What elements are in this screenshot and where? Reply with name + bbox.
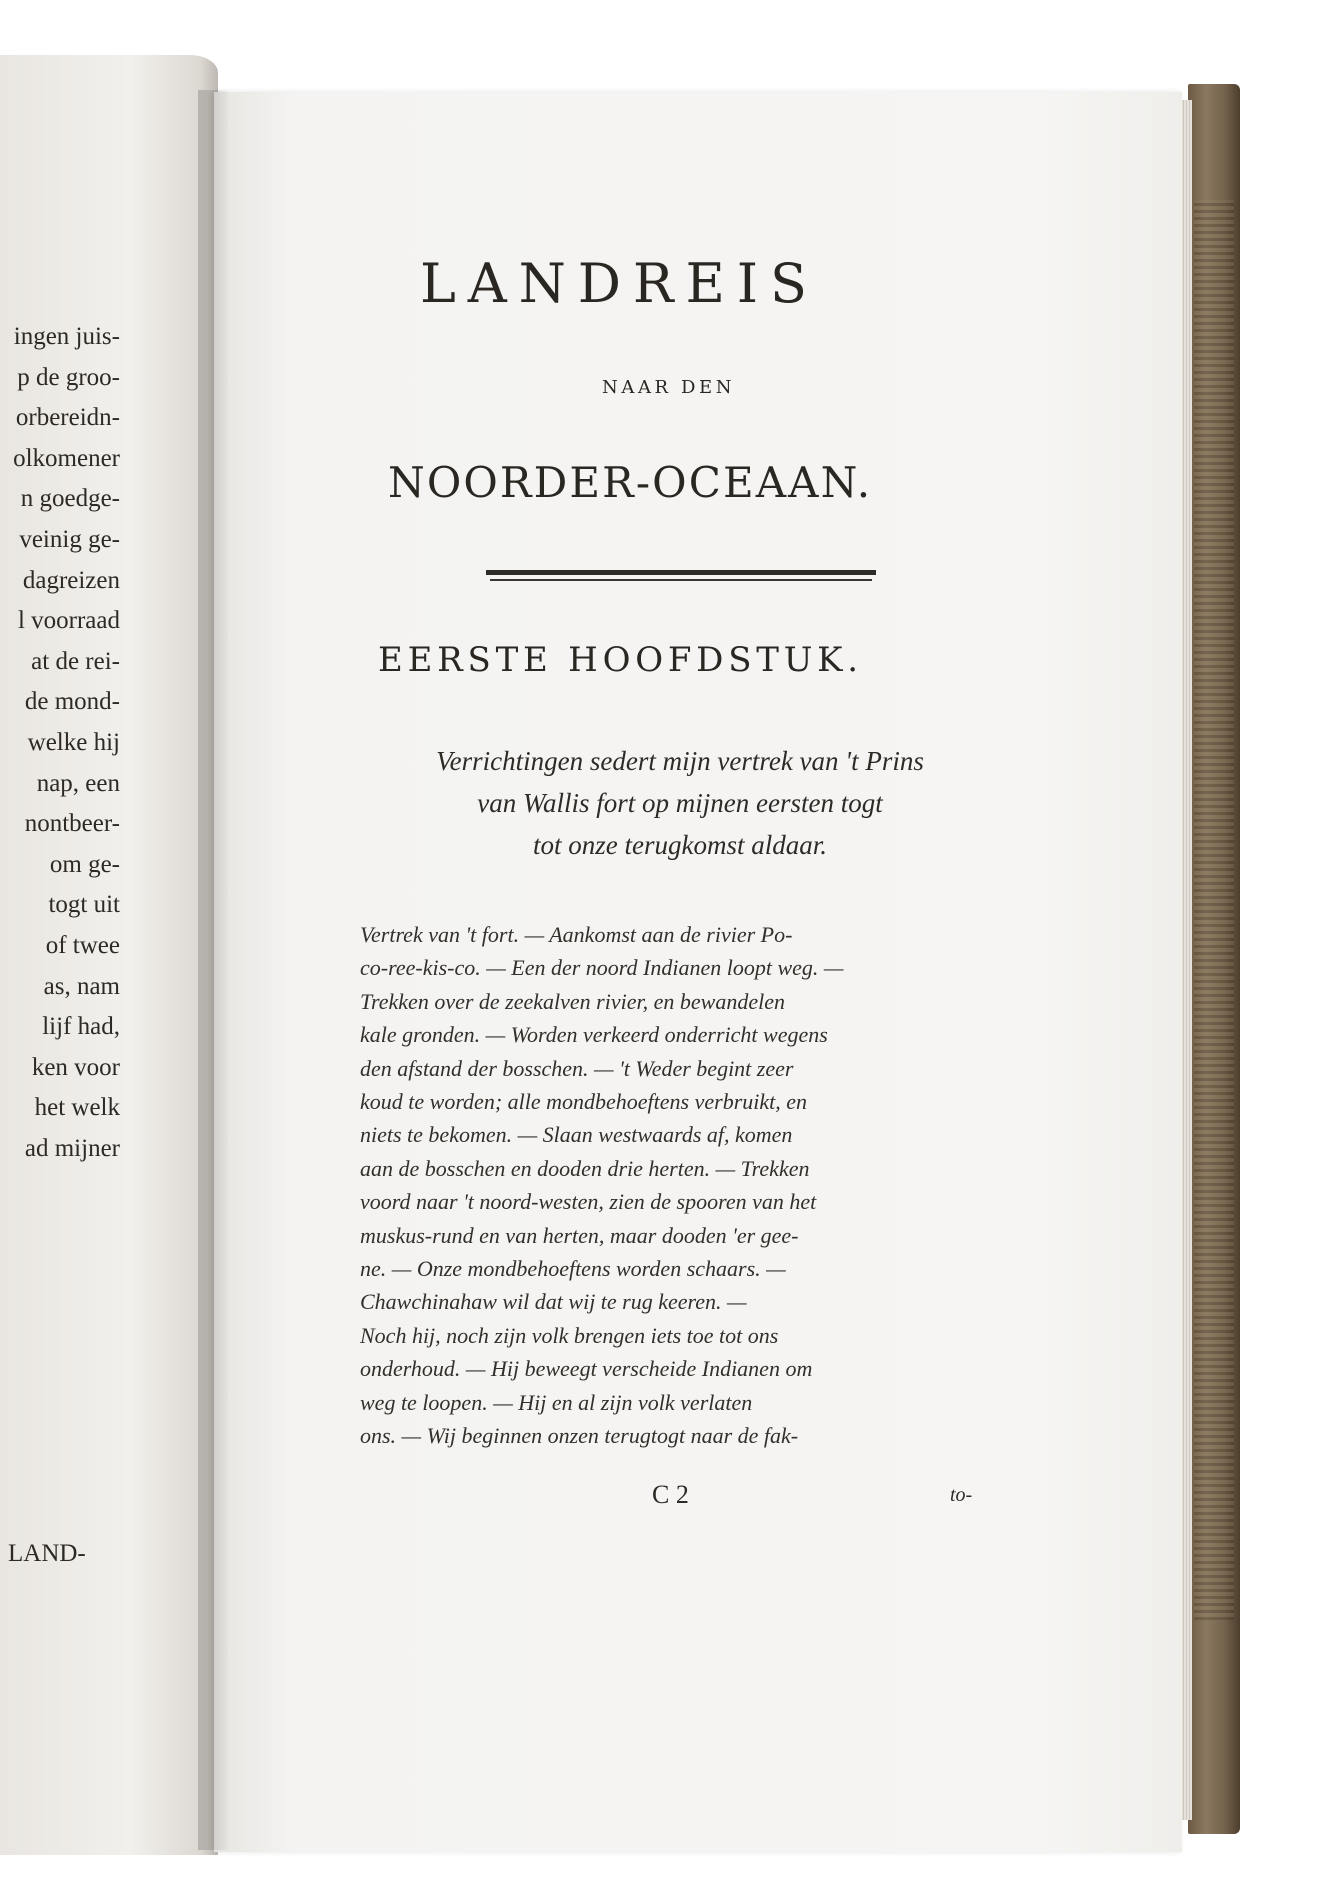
summary-line: Trekken over de zeekalven rivier, en bewandelen — [360, 988, 785, 1014]
left-line: dagreizen — [22, 566, 120, 594]
left-line: veinig ge- — [19, 525, 120, 553]
right-catchword: to- — [950, 1484, 973, 1506]
cover-texture — [1194, 200, 1234, 1620]
left-page-text — [0, 317, 120, 1169]
left-line: nap, een — [36, 769, 120, 797]
left-line: om ge- — [49, 850, 120, 878]
gutter-shadow — [198, 90, 228, 1850]
rule-thin — [490, 579, 872, 581]
summary-line: ons. — Wij beginnen onzen terugtogt naar de fak- — [360, 1423, 799, 1449]
left-line: ingen juis- — [13, 323, 120, 350]
left-line: de mond- — [24, 688, 120, 716]
summary-line: ne. — Onze mondbehoeftens worden schaars. — — [360, 1256, 786, 1282]
left-line: n goedge- — [20, 485, 120, 513]
summary-line: onderhoud. — Hij beweegt verscheide Indianen om — [360, 1356, 813, 1382]
summary-line: kale gronden. — Worden verkeerd onderricht wegens — [360, 1022, 828, 1048]
subtitle-large: NOORDER-OCEAAN. — [388, 458, 873, 507]
intro-line: tot onze terugkomst aldaar. — [533, 830, 827, 860]
left-line: p de groo- — [17, 363, 120, 391]
summary-line: co-ree-kis-co. — Een der noord Indianen loopt weg. — — [360, 955, 844, 981]
double-rule — [486, 570, 876, 584]
book-title: LANDREIS — [420, 252, 819, 315]
summary-line: Chawchinahaw wil dat wij te rug keeren. — — [360, 1289, 747, 1315]
chapter-heading: EERSTE HOOFDSTUK. — [378, 640, 863, 680]
rule-thick — [486, 570, 876, 575]
intro-line: Verrichtingen sedert mijn vertrek van 't Prins — [436, 746, 924, 776]
left-line: l voorraad — [17, 607, 120, 635]
summary-line: den afstand der bosschen. — 't Weder begint zeer — [360, 1055, 794, 1081]
left-line: orbereidn- — [15, 404, 120, 432]
summary-line: voord naar 't noord-westen, zien de spooren van het — [360, 1189, 817, 1215]
chapter-summary — [360, 918, 1000, 1453]
summary-line: niets te bekomen. — Slaan westwaards af, komen — [360, 1122, 793, 1148]
summary-line: muskus-rund en van herten, maar dooden 'er gee- — [360, 1222, 799, 1248]
left-line: ken voor — [31, 1053, 120, 1081]
left-line: lijf had, — [42, 1013, 120, 1041]
summary-line: koud te worden; alle mondbehoeftens verbruikt, en — [360, 1089, 808, 1115]
left-line: olkomener — [13, 444, 120, 472]
left-page — [0, 55, 218, 1855]
left-line: ad mijner — [24, 1134, 120, 1162]
signature-mark: C 2 — [652, 1480, 689, 1509]
left-line: at de rei- — [31, 647, 120, 675]
chapter-intro — [350, 740, 1010, 866]
summary-line: weg te loopen. — Hij en al zijn volk verlaten — [360, 1389, 753, 1415]
left-line: as, nam — [43, 972, 120, 1000]
left-line: welke hij — [27, 728, 120, 756]
summary-line: Vertrek van 't fort. — Aankomst aan de rivier Po- — [360, 922, 793, 947]
left-catchword: LAND- — [8, 1540, 86, 1567]
intro-line: van Wallis fort op mijnen eersten togt — [477, 788, 883, 818]
subtitle-small: NAAR DEN — [602, 377, 736, 398]
summary-line: aan de bosschen en dooden drie herten. — Trekken — [360, 1155, 810, 1181]
left-line: nontbeer- — [24, 810, 120, 838]
left-line: togt uit — [48, 891, 120, 919]
left-line: het welk — [34, 1094, 120, 1122]
summary-line: Noch hij, noch zijn volk brengen iets toe tot ons — [360, 1322, 779, 1348]
left-line: of twee — [45, 931, 120, 959]
